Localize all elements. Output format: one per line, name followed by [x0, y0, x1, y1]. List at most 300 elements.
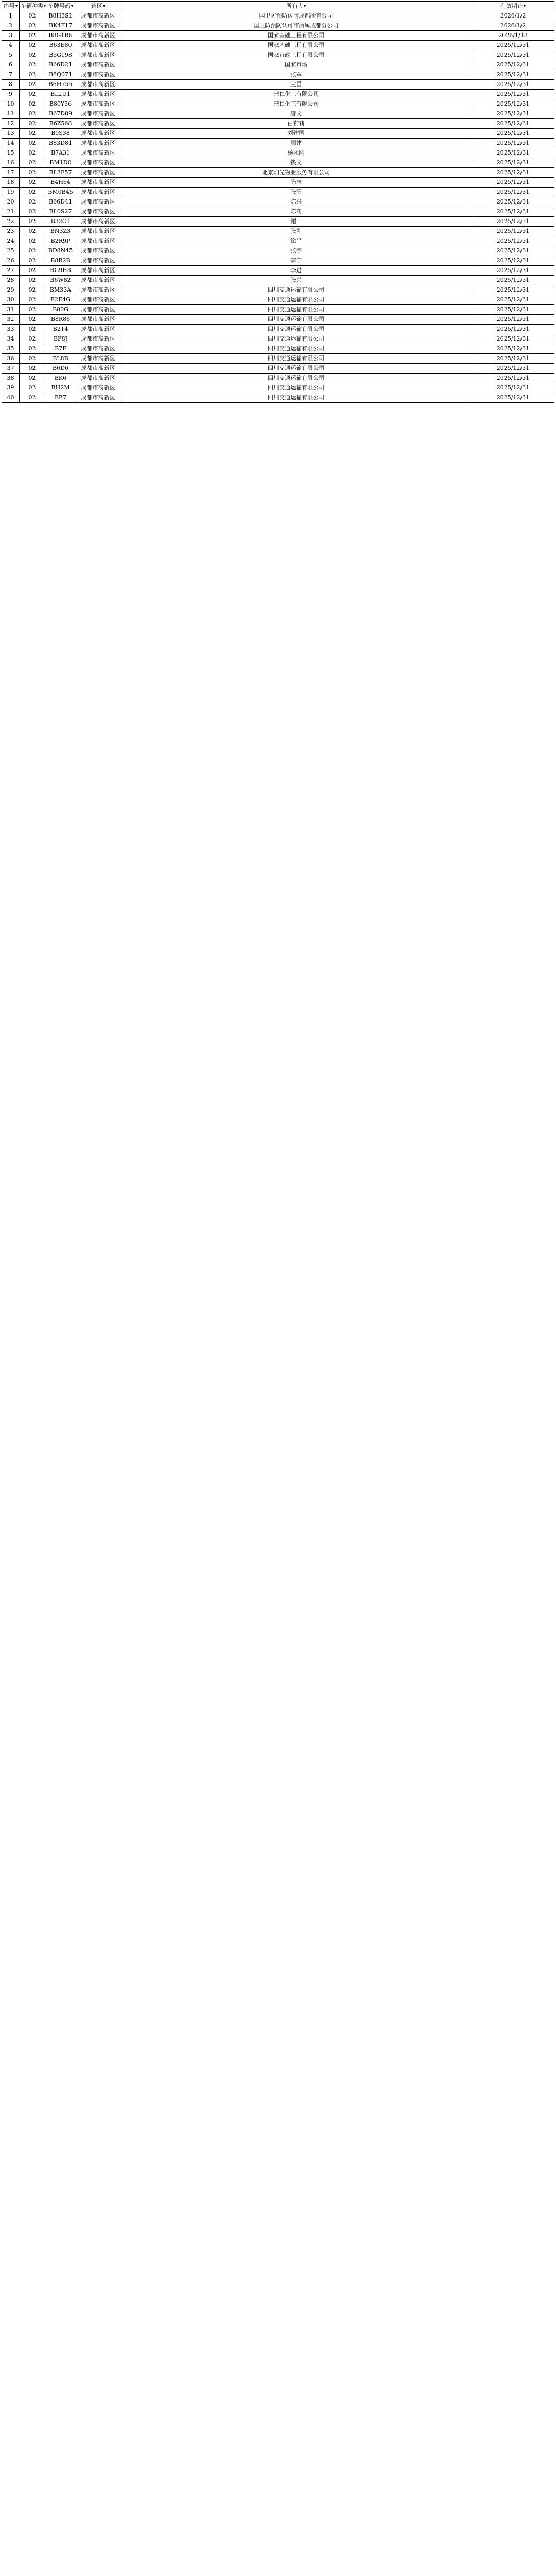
cell-no[interactable]: 24: [2, 236, 20, 246]
table-row[interactable]: [2, 256, 554, 266]
table-row[interactable]: [2, 315, 554, 325]
cell-class[interactable]: 02: [20, 207, 45, 217]
cell-plate[interactable]: B7F: [45, 344, 76, 354]
cell-plate[interactable]: B2R9P: [45, 236, 76, 246]
cell-no[interactable]: 4: [2, 41, 20, 50]
cell-date[interactable]: 2025/12/31: [472, 344, 554, 354]
dropdown-filter-icon[interactable]: ▾: [303, 4, 306, 8]
cell-owner[interactable]: 国卫防预防认可成都所有公司: [120, 11, 472, 21]
cell-date[interactable]: 2026/1/2: [472, 11, 554, 21]
cell-no[interactable]: 5: [2, 50, 20, 60]
cell-owner[interactable]: 李宁: [120, 256, 472, 266]
cell-area[interactable]: 成都市高新区: [76, 80, 120, 90]
cell-area[interactable]: 成都市高新区: [76, 383, 120, 393]
cell-area[interactable]: 成都市高新区: [76, 129, 120, 139]
cell-plate[interactable]: BM1D0: [45, 158, 76, 168]
cell-owner[interactable]: 周建: [120, 139, 472, 148]
cell-area[interactable]: 成都市高新区: [76, 256, 120, 266]
cell-owner[interactable]: 陈兴: [120, 197, 472, 207]
cell-date[interactable]: 2025/12/31: [472, 197, 554, 207]
cell-no[interactable]: 19: [2, 188, 20, 197]
cell-date[interactable]: 2025/12/31: [472, 227, 554, 236]
cell-class[interactable]: 02: [20, 119, 45, 129]
cell-owner[interactable]: 钱文: [120, 158, 472, 168]
cell-owner[interactable]: 徐平: [120, 236, 472, 246]
header-row: [2, 2, 554, 11]
cell-no[interactable]: 13: [2, 129, 20, 139]
cell-date[interactable]: 2025/12/31: [472, 207, 554, 217]
cell-owner[interactable]: 陈志: [120, 178, 472, 188]
cell-owner[interactable]: 四川交通运输有限公司: [120, 305, 472, 315]
cell-area[interactable]: 成都市高新区: [76, 31, 120, 41]
cell-plate[interactable]: B4H64: [45, 178, 76, 188]
table-row[interactable]: [2, 90, 554, 99]
cell-owner[interactable]: 巴仁化工有限公司: [120, 90, 472, 99]
header-plate-label: 车牌号码: [47, 3, 71, 9]
cell-area[interactable]: 成都市高新区: [76, 344, 120, 354]
cell-area[interactable]: 成都市高新区: [76, 334, 120, 344]
table-row[interactable]: [2, 11, 554, 21]
table-row[interactable]: [2, 217, 554, 227]
cell-area[interactable]: 成都市高新区: [76, 188, 120, 197]
dropdown-filter-icon[interactable]: ▾: [71, 4, 73, 8]
cell-class[interactable]: 02: [20, 197, 45, 207]
cell-class[interactable]: 02: [20, 90, 45, 99]
cell-plate[interactable]: B63E80: [45, 41, 76, 50]
table-row[interactable]: [2, 119, 554, 129]
cell-owner[interactable]: 北京阳光物业服务有限公司: [120, 168, 472, 178]
cell-area[interactable]: 成都市高新区: [76, 148, 120, 158]
cell-plate[interactable]: B6W82: [45, 276, 76, 285]
cell-area[interactable]: 成都市高新区: [76, 295, 120, 305]
cell-class[interactable]: 02: [20, 383, 45, 393]
cell-class[interactable]: 02: [20, 285, 45, 295]
cell-no[interactable]: 14: [2, 139, 20, 148]
table-row[interactable]: [2, 168, 554, 178]
cell-no[interactable]: 26: [2, 256, 20, 266]
cell-date[interactable]: 2025/12/31: [472, 80, 554, 90]
cell-date[interactable]: 2025/12/31: [472, 70, 554, 80]
cell-date[interactable]: 2025/12/31: [472, 217, 554, 227]
cell-owner[interactable]: 李进: [120, 266, 472, 276]
cell-owner[interactable]: 张宇: [120, 246, 472, 256]
cell-area[interactable]: 成都市高新区: [76, 246, 120, 256]
cell-plate[interactable]: B32C1: [45, 217, 76, 227]
cell-no[interactable]: 32: [2, 315, 20, 325]
cell-plate[interactable]: B80G: [45, 305, 76, 315]
cell-date[interactable]: 2025/12/31: [472, 325, 554, 334]
cell-date[interactable]: 2025/12/31: [472, 168, 554, 178]
header-date[interactable]: [472, 2, 554, 11]
header-class-label: 车辆种类: [21, 3, 43, 9]
table-row[interactable]: [2, 276, 554, 285]
cell-area[interactable]: 成都市高新区: [76, 315, 120, 325]
cell-no[interactable]: 16: [2, 158, 20, 168]
cell-owner[interactable]: 国家基础工程有限公司: [120, 31, 472, 41]
cell-class[interactable]: 02: [20, 266, 45, 276]
cell-no[interactable]: 15: [2, 148, 20, 158]
cell-plate[interactable]: BH2M: [45, 383, 76, 393]
cell-class[interactable]: 02: [20, 178, 45, 188]
cell-plate[interactable]: BL0S27: [45, 207, 76, 217]
cell-class[interactable]: 02: [20, 188, 45, 197]
cell-date[interactable]: 2025/12/31: [472, 295, 554, 305]
cell-date[interactable]: 2025/12/31: [472, 285, 554, 295]
cell-area[interactable]: 成都市高新区: [76, 99, 120, 109]
cell-area[interactable]: 成都市高新区: [76, 217, 120, 227]
cell-no[interactable]: 25: [2, 246, 20, 256]
cell-no[interactable]: 9: [2, 90, 20, 99]
cell-owner[interactable]: 四川交通运输有限公司: [120, 295, 472, 305]
cell-plate[interactable]: B8Q071: [45, 70, 76, 80]
header-no-label: 序号: [3, 3, 15, 9]
cell-class[interactable]: 02: [20, 80, 45, 90]
cell-class[interactable]: 02: [20, 315, 45, 325]
cell-no[interactable]: 10: [2, 99, 20, 109]
cell-owner[interactable]: 四川交通运输有限公司: [120, 285, 472, 295]
cell-area[interactable]: 成都市高新区: [76, 227, 120, 236]
table-row[interactable]: [2, 325, 554, 334]
cell-plate[interactable]: BL8B: [45, 354, 76, 364]
table-row[interactable]: [2, 60, 554, 70]
cell-no[interactable]: 38: [2, 374, 20, 383]
cell-plate[interactable]: BM0B45: [45, 188, 76, 197]
cell-area[interactable]: 成都市高新区: [76, 374, 120, 383]
cell-area[interactable]: 成都市高新区: [76, 139, 120, 148]
cell-plate[interactable]: B6D6: [45, 364, 76, 374]
cell-owner[interactable]: 刘建国: [120, 129, 472, 139]
table-row[interactable]: [2, 374, 554, 383]
cell-plate[interactable]: B8H3S1: [45, 11, 76, 21]
cell-date[interactable]: 2025/12/31: [472, 364, 554, 374]
cell-owner[interactable]: 四川交通运输有限公司: [120, 325, 472, 334]
cell-date[interactable]: 2025/12/31: [472, 50, 554, 60]
cell-class[interactable]: 02: [20, 246, 45, 256]
cell-class[interactable]: 02: [20, 60, 45, 70]
cell-class[interactable]: 02: [20, 129, 45, 139]
cell-area[interactable]: 成都市高新区: [76, 266, 120, 276]
table-row[interactable]: [2, 50, 554, 60]
table-row[interactable]: [2, 334, 554, 344]
cell-class[interactable]: 02: [20, 393, 45, 403]
cell-date[interactable]: 2025/12/31: [472, 393, 554, 403]
cell-area[interactable]: 成都市高新区: [76, 90, 120, 99]
table-row[interactable]: [2, 393, 554, 403]
cell-area[interactable]: 成都市高新区: [76, 276, 120, 285]
table-row[interactable]: [2, 148, 554, 158]
cell-owner[interactable]: 张刚: [120, 227, 472, 236]
cell-area[interactable]: 成都市高新区: [76, 11, 120, 21]
cell-no[interactable]: 34: [2, 334, 20, 344]
cell-plate[interactable]: B67D89: [45, 109, 76, 119]
cell-plate[interactable]: BM33A: [45, 285, 76, 295]
cell-plate[interactable]: B80Y56: [45, 99, 76, 109]
cell-no[interactable]: 30: [2, 295, 20, 305]
cell-plate[interactable]: B83D81: [45, 139, 76, 148]
cell-class[interactable]: 02: [20, 354, 45, 364]
header-area[interactable]: [76, 2, 120, 11]
header-owner[interactable]: [120, 2, 472, 11]
cell-no[interactable]: 27: [2, 266, 20, 276]
cell-owner[interactable]: 宝昌: [120, 80, 472, 90]
table-row[interactable]: [2, 129, 554, 139]
cell-plate[interactable]: B9S38: [45, 129, 76, 139]
table-row[interactable]: [2, 266, 554, 276]
cell-date[interactable]: 2025/12/31: [472, 246, 554, 256]
cell-class[interactable]: 02: [20, 374, 45, 383]
cell-plate[interactable]: BK4F17: [45, 21, 76, 31]
cell-date[interactable]: 2025/12/31: [472, 236, 554, 246]
table-row[interactable]: [2, 21, 554, 31]
table-row[interactable]: [2, 344, 554, 354]
cell-plate[interactable]: B8R86: [45, 315, 76, 325]
cell-no[interactable]: 2: [2, 21, 20, 31]
cell-owner[interactable]: 张阳: [120, 188, 472, 197]
cell-area[interactable]: 成都市高新区: [76, 158, 120, 168]
dropdown-filter-icon[interactable]: ▾: [523, 4, 526, 8]
cell-area[interactable]: 成都市高新区: [76, 178, 120, 188]
cell-no[interactable]: 40: [2, 393, 20, 403]
cell-owner[interactable]: 唐文: [120, 109, 472, 119]
table-row[interactable]: [2, 305, 554, 315]
cell-no[interactable]: 8: [2, 80, 20, 90]
table-row[interactable]: [2, 109, 554, 119]
cell-class[interactable]: 02: [20, 217, 45, 227]
cell-plate[interactable]: BE7: [45, 393, 76, 403]
table-row[interactable]: [2, 80, 554, 90]
cell-class[interactable]: 02: [20, 158, 45, 168]
cell-plate[interactable]: BL3F57: [45, 168, 76, 178]
cell-class[interactable]: 02: [20, 295, 45, 305]
table-row[interactable]: [2, 158, 554, 168]
cell-no[interactable]: 33: [2, 325, 20, 334]
cell-date[interactable]: 2025/12/31: [472, 256, 554, 266]
cell-class[interactable]: 02: [20, 325, 45, 334]
cell-plate[interactable]: BG9H3: [45, 266, 76, 276]
cell-plate[interactable]: B2T4: [45, 325, 76, 334]
cell-class[interactable]: 02: [20, 305, 45, 315]
cell-date[interactable]: 2025/12/31: [472, 374, 554, 383]
table-row[interactable]: [2, 207, 554, 217]
cell-plate[interactable]: BK6: [45, 374, 76, 383]
table-row[interactable]: [2, 178, 554, 188]
cell-owner[interactable]: 四川交通运输有限公司: [120, 374, 472, 383]
cell-area[interactable]: 成都市高新区: [76, 305, 120, 315]
cell-area[interactable]: 成都市高新区: [76, 285, 120, 295]
cell-plate[interactable]: B66D21: [45, 60, 76, 70]
cell-owner[interactable]: 白莉莉: [120, 119, 472, 129]
cell-date[interactable]: 2025/12/31: [472, 90, 554, 99]
cell-area[interactable]: 成都市高新区: [76, 41, 120, 50]
cell-area[interactable]: 成都市高新区: [76, 60, 120, 70]
cell-class[interactable]: 02: [20, 256, 45, 266]
cell-no[interactable]: 3: [2, 31, 20, 41]
cell-class[interactable]: 02: [20, 148, 45, 158]
cell-owner[interactable]: 四川交通运输有限公司: [120, 344, 472, 354]
cell-date[interactable]: 2025/12/31: [472, 266, 554, 276]
cell-date[interactable]: 2025/12/31: [472, 158, 554, 168]
cell-owner[interactable]: 张军: [120, 70, 472, 80]
cell-area[interactable]: 成都市高新区: [76, 207, 120, 217]
header-owner-label: 所有人: [286, 3, 303, 9]
cell-no[interactable]: 37: [2, 364, 20, 374]
cell-date[interactable]: 2025/12/31: [472, 188, 554, 197]
cell-area[interactable]: 成都市高新区: [76, 109, 120, 119]
cell-owner[interactable]: 谢一: [120, 217, 472, 227]
cell-plate[interactable]: B5G198: [45, 50, 76, 60]
dropdown-filter-icon[interactable]: ▾: [102, 4, 105, 8]
cell-date[interactable]: 2025/12/31: [472, 383, 554, 393]
cell-date[interactable]: 2025/12/31: [472, 178, 554, 188]
cell-class[interactable]: 02: [20, 41, 45, 50]
cell-date[interactable]: 2025/12/31: [472, 315, 554, 325]
cell-date[interactable]: 2026/1/18: [472, 31, 554, 41]
cell-no[interactable]: 20: [2, 197, 20, 207]
table-row[interactable]: [2, 383, 554, 393]
cell-class[interactable]: 02: [20, 276, 45, 285]
cell-class[interactable]: 02: [20, 334, 45, 344]
vehicle-registry-table: [2, 1, 554, 403]
cell-no[interactable]: 1: [2, 11, 20, 21]
cell-area[interactable]: 成都市高新区: [76, 70, 120, 80]
cell-plate[interactable]: BF8J: [45, 334, 76, 344]
cell-plate[interactable]: B66D41: [45, 197, 76, 207]
cell-no[interactable]: 21: [2, 207, 20, 217]
cell-area[interactable]: 成都市高新区: [76, 197, 120, 207]
cell-owner[interactable]: 张兴: [120, 276, 472, 285]
cell-owner[interactable]: 四川交通运输有限公司: [120, 393, 472, 403]
cell-class[interactable]: 02: [20, 227, 45, 236]
cell-class[interactable]: 02: [20, 109, 45, 119]
cell-no[interactable]: 12: [2, 119, 20, 129]
cell-no[interactable]: 7: [2, 70, 20, 80]
cell-owner[interactable]: 四川交通运输有限公司: [120, 315, 472, 325]
cell-class[interactable]: 02: [20, 168, 45, 178]
cell-owner[interactable]: 四川交通运输有限公司: [120, 383, 472, 393]
cell-class[interactable]: 02: [20, 364, 45, 374]
cell-no[interactable]: 22: [2, 217, 20, 227]
cell-area[interactable]: 成都市高新区: [76, 50, 120, 60]
cell-date[interactable]: 2025/12/31: [472, 119, 554, 129]
cell-class[interactable]: 02: [20, 31, 45, 41]
cell-plate[interactable]: B6Z568: [45, 119, 76, 129]
cell-plate[interactable]: B6H755: [45, 80, 76, 90]
header-area-label: 辖区: [91, 3, 102, 9]
cell-date[interactable]: 2025/12/31: [472, 60, 554, 70]
table-row[interactable]: [2, 295, 554, 305]
cell-plate[interactable]: BL2U1: [45, 90, 76, 99]
table-row[interactable]: [2, 41, 554, 50]
cell-no[interactable]: 29: [2, 285, 20, 295]
table-row[interactable]: [2, 197, 554, 207]
cell-date[interactable]: 2026/1/2: [472, 21, 554, 31]
cell-class[interactable]: 02: [20, 344, 45, 354]
cell-date[interactable]: 2025/12/31: [472, 354, 554, 364]
cell-class[interactable]: 02: [20, 236, 45, 246]
cell-date[interactable]: 2025/12/31: [472, 148, 554, 158]
cell-owner[interactable]: 四川交通运输有限公司: [120, 354, 472, 364]
table-row[interactable]: [2, 188, 554, 197]
cell-class[interactable]: 02: [20, 50, 45, 60]
cell-owner[interactable]: 陈莉: [120, 207, 472, 217]
cell-plate[interactable]: BN3Z3: [45, 227, 76, 236]
cell-no[interactable]: 6: [2, 60, 20, 70]
cell-no[interactable]: 35: [2, 344, 20, 354]
cell-class[interactable]: 02: [20, 70, 45, 80]
cell-class[interactable]: 02: [20, 99, 45, 109]
cell-date[interactable]: 2025/12/31: [472, 305, 554, 315]
table-row[interactable]: [2, 236, 554, 246]
cell-date[interactable]: 2025/12/31: [472, 334, 554, 344]
header-class[interactable]: [20, 2, 45, 11]
table-row[interactable]: [2, 99, 554, 109]
cell-no[interactable]: 17: [2, 168, 20, 178]
cell-class[interactable]: 02: [20, 11, 45, 21]
table-row[interactable]: [2, 354, 554, 364]
header-plate[interactable]: [45, 2, 76, 11]
cell-owner[interactable]: 杨永刚: [120, 148, 472, 158]
dropdown-filter-icon[interactable]: ▾: [15, 4, 18, 8]
table-row[interactable]: [2, 139, 554, 148]
cell-no[interactable]: 36: [2, 354, 20, 364]
cell-area[interactable]: 成都市高新区: [76, 325, 120, 334]
cell-no[interactable]: 28: [2, 276, 20, 285]
table-row[interactable]: [2, 246, 554, 256]
cell-plate[interactable]: B8R2B: [45, 256, 76, 266]
document-page: [0, 0, 556, 403]
cell-owner[interactable]: 国家基础工程有限公司: [120, 41, 472, 50]
cell-area[interactable]: 成都市高新区: [76, 21, 120, 31]
table-row[interactable]: [2, 227, 554, 236]
cell-class[interactable]: 02: [20, 21, 45, 31]
cell-area[interactable]: 成都市高新区: [76, 354, 120, 364]
cell-no[interactable]: 11: [2, 109, 20, 119]
cell-owner[interactable]: 国家市政工程有限公司: [120, 50, 472, 60]
table-row[interactable]: [2, 70, 554, 80]
cell-date[interactable]: 2025/12/31: [472, 109, 554, 119]
cell-date[interactable]: 2025/12/31: [472, 139, 554, 148]
cell-owner[interactable]: 四川交通运输有限公司: [120, 364, 472, 374]
cell-class[interactable]: 02: [20, 139, 45, 148]
cell-owner[interactable]: 国家市场: [120, 60, 472, 70]
cell-date[interactable]: 2025/12/31: [472, 129, 554, 139]
cell-area[interactable]: 成都市高新区: [76, 119, 120, 129]
cell-date[interactable]: 2025/12/31: [472, 41, 554, 50]
table-row[interactable]: [2, 285, 554, 295]
cell-area[interactable]: 成都市高新区: [76, 236, 120, 246]
cell-owner[interactable]: 四川交通运输有限公司: [120, 334, 472, 344]
cell-plate[interactable]: B7A31: [45, 148, 76, 158]
cell-area[interactable]: 成都市高新区: [76, 393, 120, 403]
cell-area[interactable]: 成都市高新区: [76, 168, 120, 178]
cell-plate[interactable]: B2E4G: [45, 295, 76, 305]
cell-owner[interactable]: 国卫防预防认可市所属成都分公司: [120, 21, 472, 31]
cell-plate[interactable]: BD8N45: [45, 246, 76, 256]
cell-no[interactable]: 23: [2, 227, 20, 236]
cell-plate[interactable]: B8G1R6: [45, 31, 76, 41]
cell-area[interactable]: 成都市高新区: [76, 364, 120, 374]
cell-date[interactable]: 2025/12/31: [472, 99, 554, 109]
dropdown-filter-icon[interactable]: ▾: [44, 4, 46, 8]
cell-no[interactable]: 31: [2, 305, 20, 315]
table-row[interactable]: [2, 364, 554, 374]
cell-owner[interactable]: 巴仁化工有限公司: [120, 99, 472, 109]
cell-date[interactable]: 2025/12/31: [472, 276, 554, 285]
cell-no[interactable]: 18: [2, 178, 20, 188]
table-row[interactable]: [2, 31, 554, 41]
cell-no[interactable]: 39: [2, 383, 20, 393]
header-no[interactable]: [2, 2, 20, 11]
